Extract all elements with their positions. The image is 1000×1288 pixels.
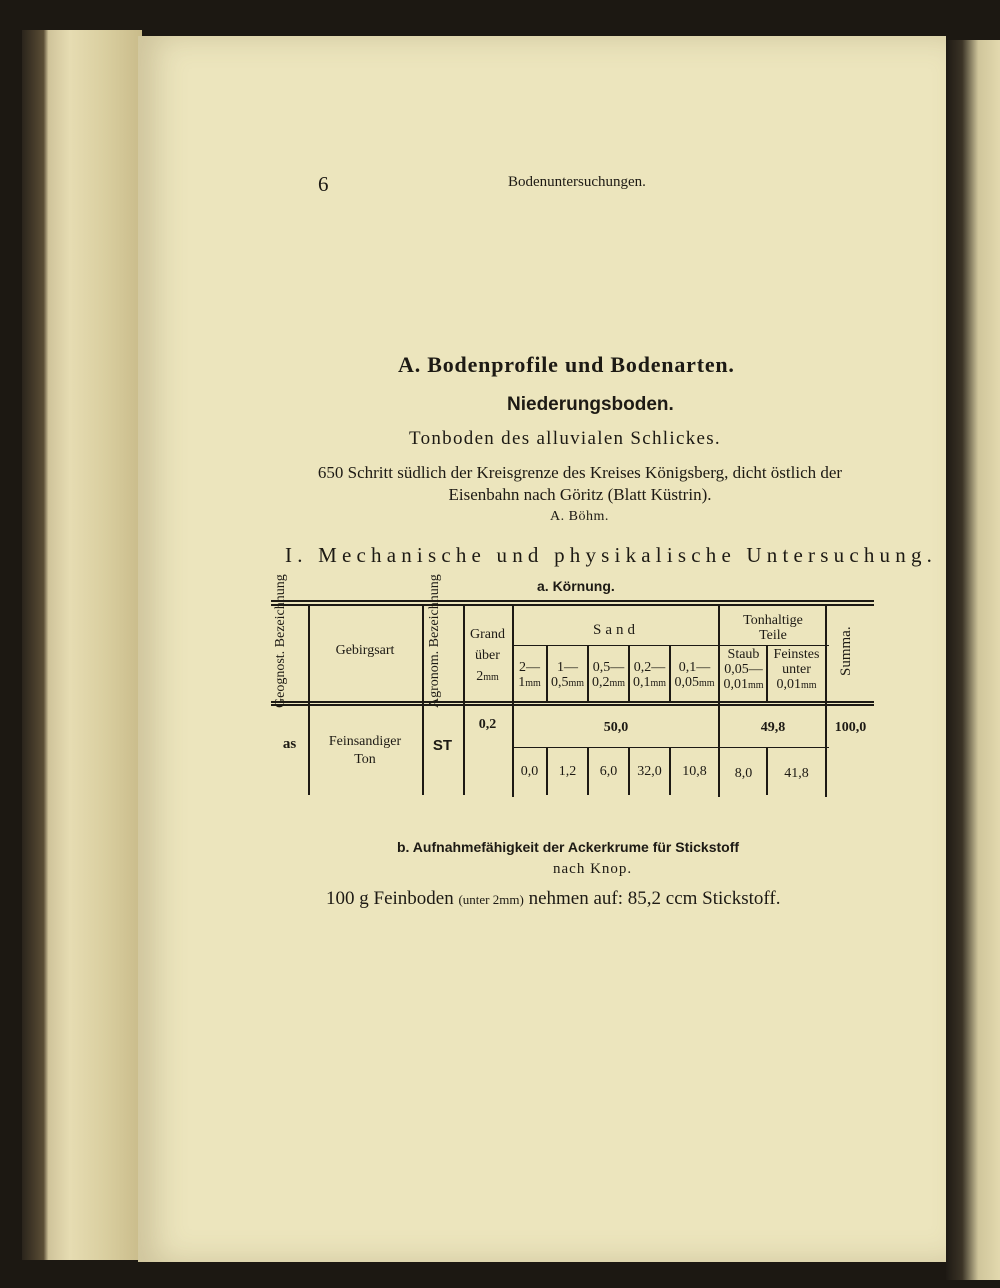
cell-sand-value: 6,0 bbox=[599, 764, 618, 779]
section-title: A. Bodenprofile und Bodenarten. bbox=[398, 352, 735, 377]
table-top-rule-2 bbox=[271, 604, 874, 606]
header-agronom: Agronom. Bezeichnung bbox=[427, 574, 442, 708]
header-geognost: Geognost. Bezeichnung bbox=[273, 574, 288, 708]
sand-sub-rule bbox=[513, 645, 829, 646]
running-head: Bodenuntersuchungen. bbox=[508, 174, 646, 190]
header-feinstes: Feinstes unter 0,01mm bbox=[773, 647, 820, 692]
subtotal-rule bbox=[513, 747, 829, 748]
location-line-2: Eisenbahn nach Göritz (Blatt Küstrin). bbox=[448, 485, 712, 504]
table-top-rule bbox=[271, 600, 874, 602]
section-subtitle: Niederungsboden. bbox=[507, 394, 674, 415]
header-sand-col: 0,2— 0,1mm bbox=[632, 660, 667, 690]
section-b-method: nach Knop. bbox=[553, 861, 633, 877]
cell-feinstes: 41,8 bbox=[784, 766, 809, 781]
cell-gebirgsart: Feinsandiger Ton bbox=[328, 734, 402, 767]
header-tonhaltige: Tonhaltige Teile bbox=[743, 613, 803, 643]
header-summa: Summa. bbox=[838, 626, 854, 676]
header-sand-col: 0,1— 0,05mm bbox=[674, 660, 715, 690]
header-sand-col: 0,5— 0,2mm bbox=[591, 660, 626, 690]
cell-sand-value: 1,2 bbox=[558, 764, 577, 779]
cell-summa: 100,0 bbox=[834, 720, 867, 735]
location-description bbox=[300, 462, 860, 506]
book-fore-edge bbox=[22, 30, 142, 1260]
header-gebirgsart: Gebirgsart bbox=[335, 643, 395, 658]
header-rule-2 bbox=[271, 704, 874, 706]
header-sand: Sand bbox=[593, 622, 639, 638]
header-staub: Staub 0,05— 0,01mm bbox=[723, 647, 764, 692]
cell-sand-value: 0,0 bbox=[520, 764, 539, 779]
cell-sand-value: 10,8 bbox=[682, 764, 707, 779]
nitrogen-statement: 100 g Feinboden (unter 2mm) nehmen auf: 85,2 ccm Stickstoff. bbox=[326, 888, 781, 909]
cell-geognost: as bbox=[282, 736, 297, 752]
section-b-caption: b. Aufnahmefähigkeit der Ackerkrume für Stickstoff bbox=[397, 839, 740, 855]
cell-grand: 0,2 bbox=[478, 717, 497, 732]
cell-sand-value: 32,0 bbox=[637, 764, 662, 779]
soil-type-heading: Tonboden des alluvialen Schlickes. bbox=[409, 428, 721, 449]
cell-staub: 8,0 bbox=[734, 766, 753, 781]
author: A. Böhm. bbox=[550, 509, 609, 524]
part-heading: I. Mechanische und physikalische Untersuchung. bbox=[285, 543, 938, 567]
page-number: 6 bbox=[318, 172, 329, 196]
location-line-1: 650 Schritt südlich der Kreisgrenze des Kreises Königsberg, dicht östlich der bbox=[317, 463, 843, 482]
cell-sand-total: 50,0 bbox=[603, 720, 629, 735]
cell-ton-total: 49,8 bbox=[760, 720, 786, 735]
header-rule bbox=[271, 701, 874, 703]
facing-page-edge bbox=[946, 40, 1000, 1280]
header-sand-col: 1— 0,5mm bbox=[550, 660, 585, 690]
header-sand-col: 2— 1mm bbox=[518, 660, 541, 690]
header-grand: Grand über 2mm bbox=[470, 627, 505, 684]
col-divider bbox=[422, 605, 424, 795]
cell-agronom: ST bbox=[432, 737, 453, 754]
table-a-caption: a. Körnung. bbox=[537, 578, 615, 594]
